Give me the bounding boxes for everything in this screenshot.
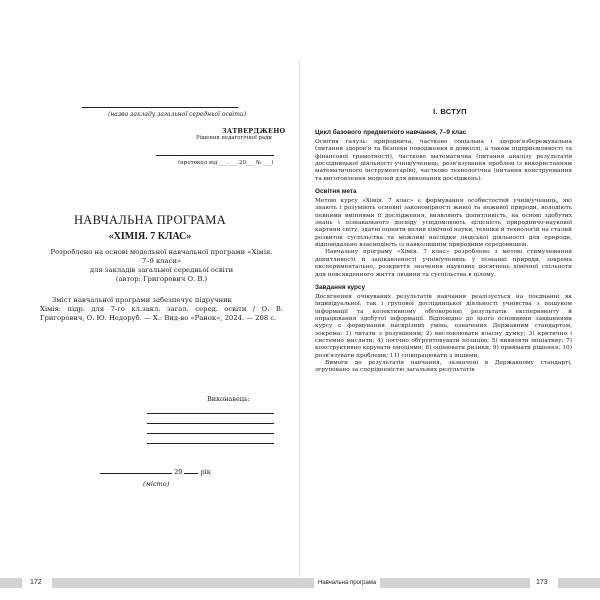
approval-blank-line [156, 155, 274, 156]
running-head: Навчальна програма [318, 580, 377, 586]
footer-bar-right-short [300, 578, 314, 588]
goal-paragraph: Метою курсу «Хімія. 7 клас» є формування особистостей учнів/учениць, які знають і розуміють основні закономірності живої та неживої природи, володіють певними вміннями її дослідження, виявляють допитливість, на основі здобутих знань і пізнавального досвіду усвідомлюють цілісність природничо-наукової картини світу, здатні оцінити вплив хімічної науки, техніки й технологій на сталий розвиток суспільства та можливі наслідки людської діяльності для природи, відповідально взаємодіють із навколишнім природним середовищем. [315, 198, 572, 249]
year-prefix: 20 [174, 468, 183, 476]
year-suffix: рік [200, 468, 211, 476]
year-line [100, 468, 211, 476]
year-blank [184, 473, 198, 474]
developed-line: Розроблено на основі модельної навчальної програми «Хімія. [50, 248, 273, 256]
executor-line [147, 433, 274, 434]
footer-bar-right-end [558, 578, 600, 588]
page-number-right: 173 [536, 579, 548, 586]
protocol-line: (протокол від ___.___.20___ № ___) [178, 160, 274, 166]
summary-rest: Хімія: підр. для 7-го кл.закл. загал. серед. освіти / О. В. Григорович, О. Ю. Недоруб. — Х.: Вид-во «Ранок», 2024. — 208 с. [40, 305, 283, 322]
goal-paragraph: Навчальну програму «Хімія. 7 клас» розроблено з метою стимулювання допитливості й зацікавленості учнів/учениць у пізнанні природи, зокрема експериментально, розкриття значення наукових досягнень хімічної спільноти для повсякденного життя людини та суспільства в цілому. [315, 249, 572, 278]
executor-line [147, 423, 274, 424]
institution-caption: (назва закладу загальної середньої освіти) [108, 111, 247, 118]
approved-body: Рішення педагогічної ради [196, 135, 272, 141]
executors-label: Виконавець: [207, 395, 250, 403]
footer-bar-right [380, 578, 530, 588]
program-title: НАВЧАЛЬНА ПРОГРАМА [73, 213, 227, 227]
footer-bar-left-long [52, 578, 300, 588]
goal-heading: Освітня мета [315, 188, 357, 196]
developed-line: 7–9 класи» [141, 257, 182, 265]
institution-blank-line [82, 107, 238, 108]
city-blank [100, 473, 172, 474]
cycle-text: Освітня галузь: природнича, частково соціальна і здоров'язбережувальна (питання здоров'я та безпеки поводження в довкіллі, а також підприємливості та фінансової грамотності), частково математична (питання аналізу результатів дослідницької діяльності учнів/учениць, розв'язування проблем із використанням математичного інструментарію), частково технологічна (питання конструювання та виготовлення моделей для виконання досліджень). [315, 139, 572, 182]
place-caption: (місто) [143, 480, 170, 488]
course-title: «ХІМІЯ. 7 КЛАС» [108, 231, 192, 242]
tasks-paragraph: Досягнення очікуваних результатів навчання реалізується на поєднанні як індивідуальної, так і групової дослідницької діяльності учнівства з пошуком інформації та колективному обговоренні результатів експерименту й опрацювання здобутої інформації. Відповідно до цього основними завданнями курсу є формування наскрізних умінь, означених Державним стандартом, зокрема: 1) читати з розумінням; 2) висловлювати власну думку; 3) критично і системно мислити; 4) логічно обґрунтовувати позицію; 5) виявляти ініціативу; 7) конструктивно керувати емоціями; 8) оцінювати ризики; 9) приймати рішення; 10) розв'язувати проблеми; 11) співпрацювати з іншими. [315, 293, 572, 359]
section-title: I. ВСТУП [433, 107, 467, 116]
intro-content [315, 124, 572, 375]
approved-heading: ЗАТВЕРДЖЕНО [222, 127, 286, 135]
tasks-heading: Завдання курсу [315, 283, 366, 291]
tasks-paragraph: Вимоги до результатів навчання, зазначені в Державному стандарті, згруповано за спорідненістю загальних результатів [315, 359, 572, 374]
executor-line [147, 413, 274, 414]
developed-block [40, 248, 283, 284]
executor-line [147, 443, 274, 444]
textbook-summary [40, 296, 283, 323]
cycle-heading: Цикл базового предметного навчання, 7–9 клас [315, 129, 467, 136]
right-page [300, 0, 600, 600]
footer-bar-left [0, 578, 22, 588]
page-number-left: 172 [30, 579, 42, 586]
developed-line: для закладів загальної середньої освіти [89, 266, 234, 274]
summary-first-line: Зміст навчальної програми забезпечує підручник [52, 296, 232, 304]
developed-line: (автор: Григорович О. В.) [115, 275, 208, 283]
